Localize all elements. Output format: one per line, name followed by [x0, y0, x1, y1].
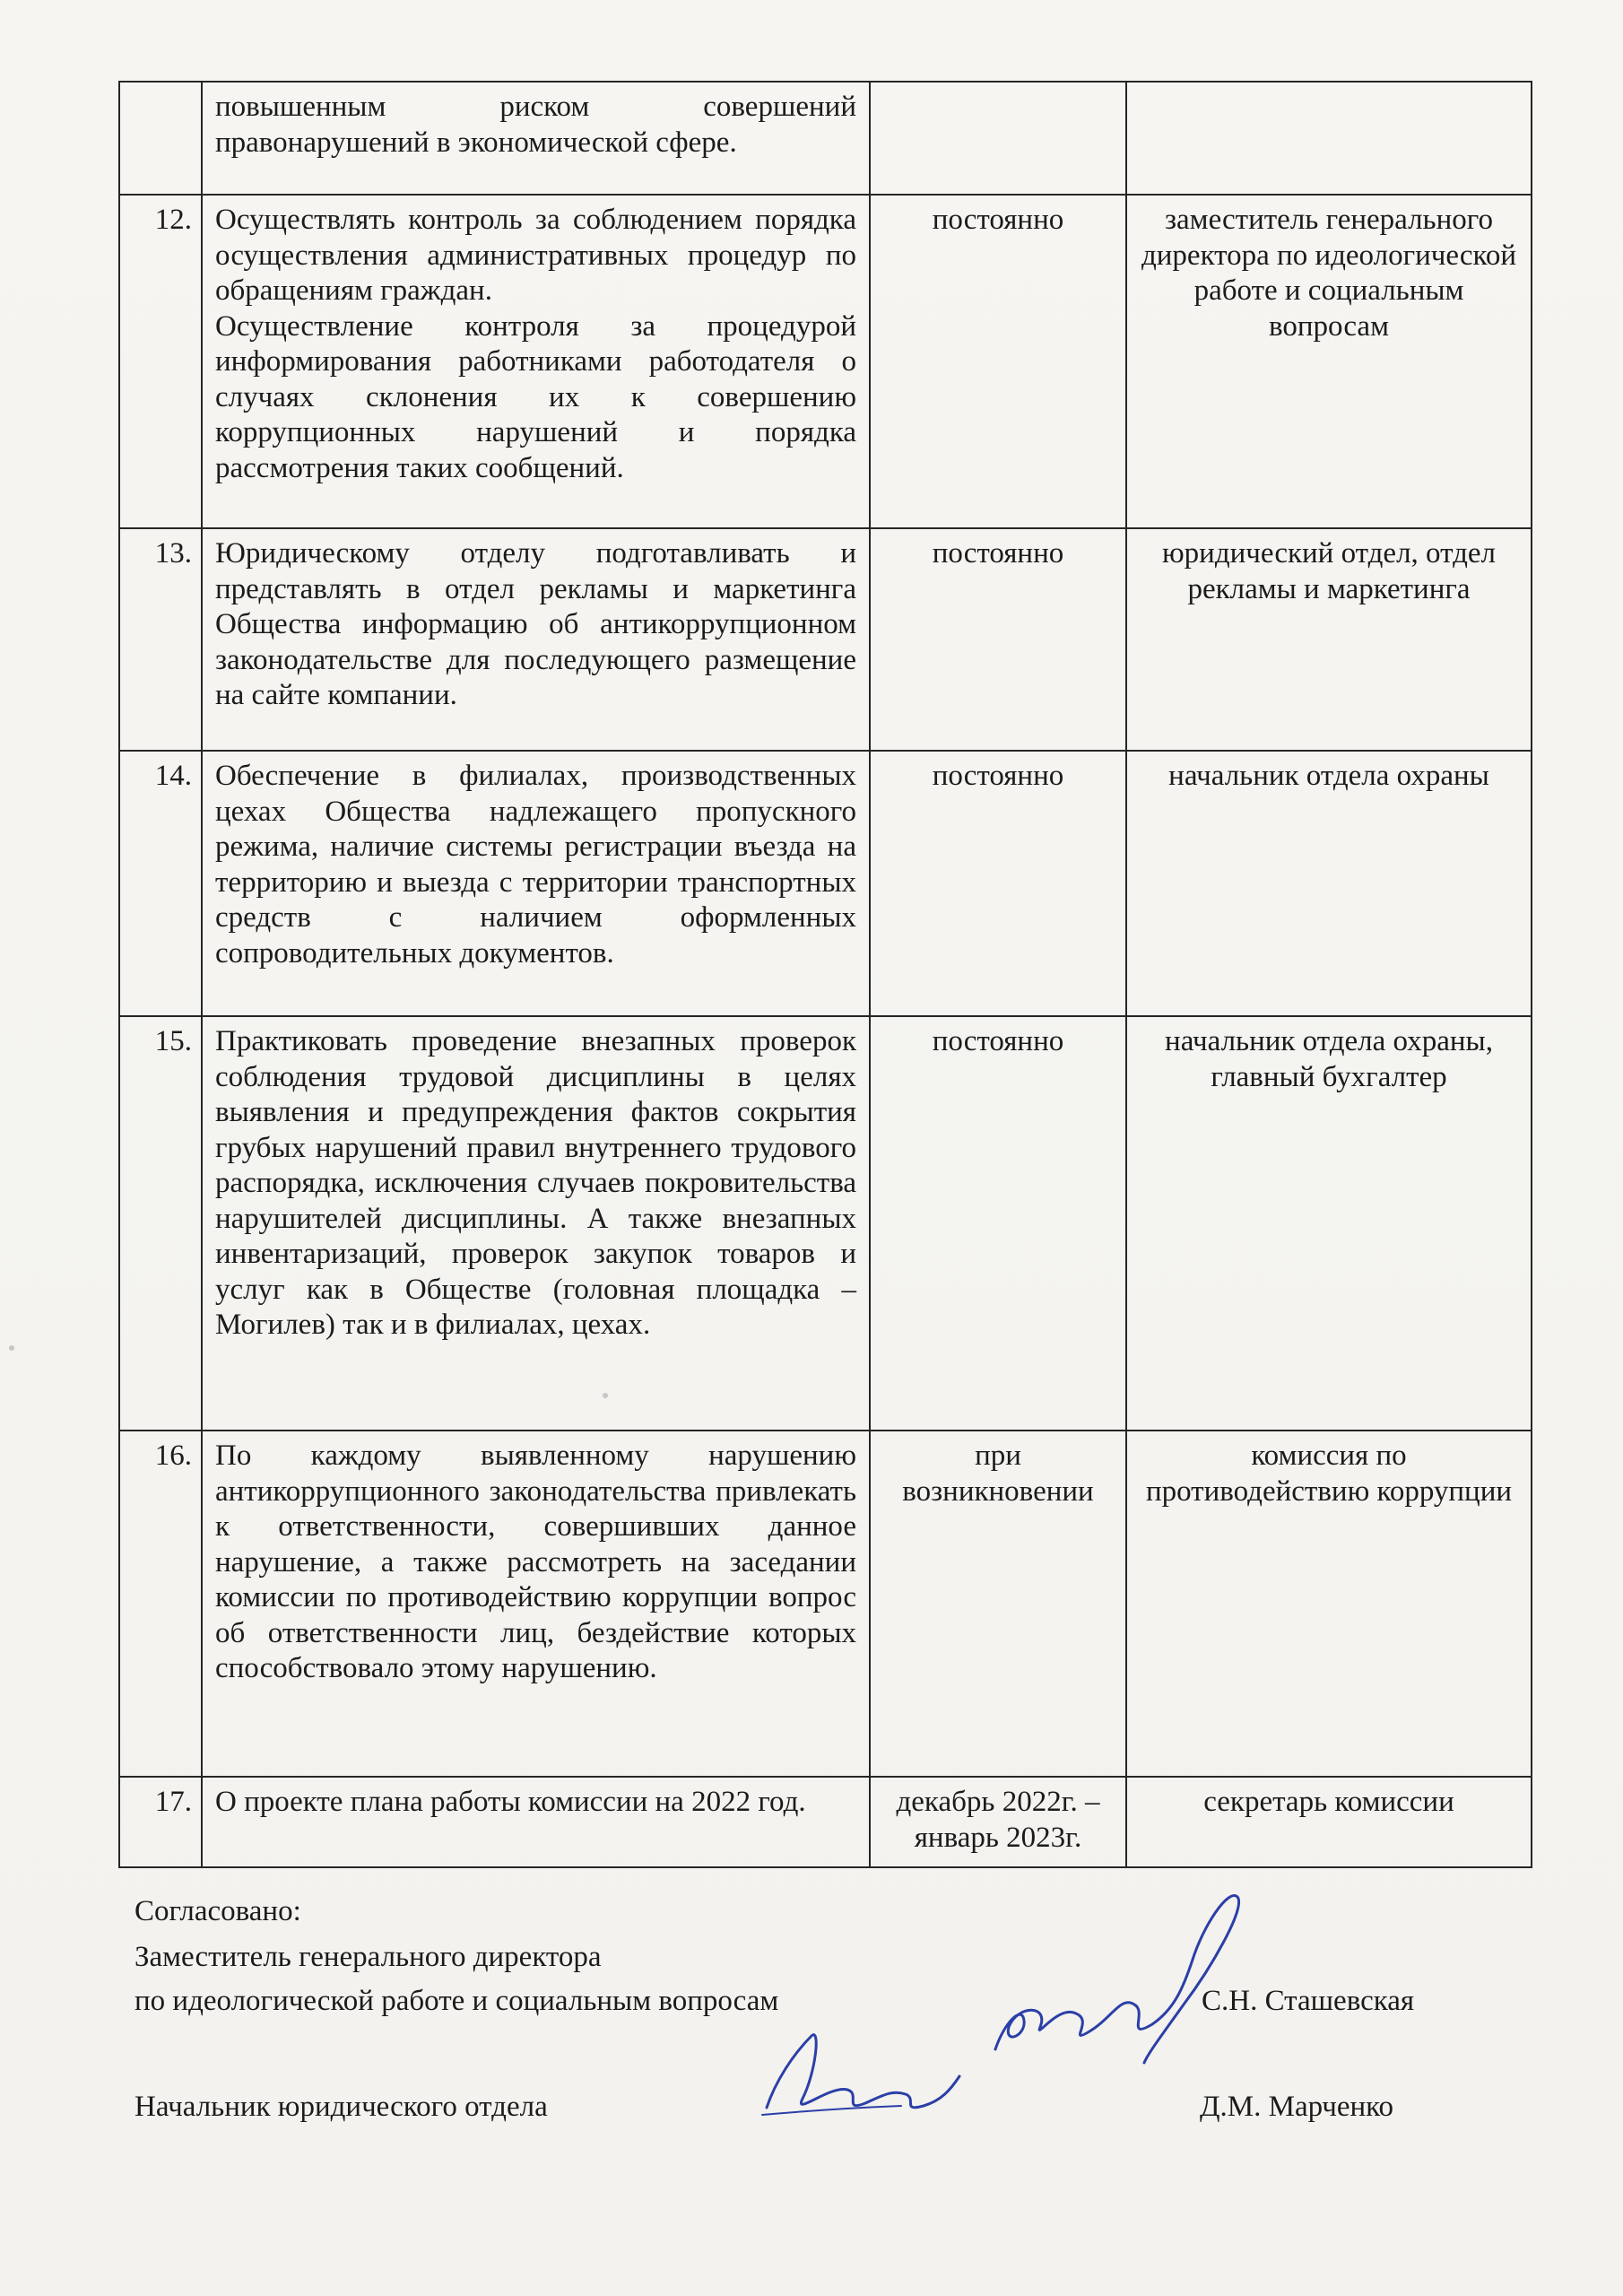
measure-paragraph: Практиковать проведение внезапных проверок соблюдения трудовой дисциплины в целях выявления и предупреждения фактов сокрытия грубых нарушений правил внутреннего трудового распорядка, исключения случаев покровительства нарушителей дисциплины. А также внезапных инвентаризаций, проверок закупок товаров и услуг как в Обществе (головная площадка – Могилев) так и в филиалах, цехах.: [215, 1025, 856, 1341]
measure-paragraph: Осуществлять контроль за соблюдением порядка осуществления административных процедур по обращениям граждан.: [215, 204, 856, 307]
responsible: начальник отдела охраны: [1126, 751, 1532, 1016]
measure-text: [202, 1777, 870, 1867]
signature-marchenko: [749, 2000, 982, 2135]
deadline: постоянно: [870, 195, 1126, 528]
row-number: 17.: [119, 1777, 202, 1867]
approval-name: С.Н. Сташевская: [1202, 1985, 1415, 2017]
measure-paragraph: По каждому выявленному нарушению антикоррупционного законодательства привлекать к ответственности, совершивших данное нарушение, а также рассмотреть на заседании комиссии по противодействию коррупции вопрос об ответственности лиц, бездействие которых способствовало этому нарушению.: [215, 1439, 856, 1684]
responsible: комиссия по противодействию коррупции: [1126, 1431, 1532, 1777]
table-row: [119, 751, 1532, 1016]
responsible: юридический отдел, отдел рекламы и маркетинга: [1126, 528, 1532, 751]
scan-speck: [603, 1393, 608, 1398]
responsible: секретарь комиссии: [1126, 1777, 1532, 1867]
plan-table: [118, 81, 1532, 1868]
approval-label: Согласовано:: [135, 1895, 301, 1927]
row-number: 13.: [119, 528, 202, 751]
approval-position-line1: Заместитель генерального директора: [135, 1941, 602, 1973]
measure-text: [202, 528, 870, 751]
legal-name: Д.М. Марченко: [1200, 2091, 1394, 2123]
table-row: [119, 528, 1532, 751]
deadline: постоянно: [870, 751, 1126, 1016]
measure-paragraph: повышенным риском совершений правонарушений в экономической сфере.: [215, 91, 856, 159]
measure-text: [202, 751, 870, 1016]
deadline: постоянно: [870, 528, 1126, 751]
measure-text: [202, 1431, 870, 1777]
measure-paragraph: Осуществление контроля за процедурой информирования работниками работодателя о случаях склонения их к совершению коррупционных нарушений и порядка рассмотрения таких сообщений.: [215, 309, 856, 484]
responsible: начальник отдела охраны, главный бухгалтер: [1126, 1016, 1532, 1431]
measure-paragraph: Юридическому отделу подготавливать и представлять в отдел рекламы и маркетинга Общества информацию об антикоррупционном законодательстве для последующего размещение на сайте компании.: [215, 537, 856, 711]
table-row: [119, 1777, 1532, 1867]
deadline: постоянно: [870, 1016, 1126, 1431]
scan-speck: [9, 1345, 14, 1351]
row-number: 14.: [119, 751, 202, 1016]
deadline: при возникновении: [870, 1431, 1126, 1777]
row-number: 12.: [119, 195, 202, 528]
signature-stashevskaya: [968, 1870, 1273, 2076]
table-row: [119, 82, 1532, 195]
table-row: [119, 195, 1532, 528]
responsible: [1126, 82, 1532, 195]
measure-text: [202, 82, 870, 195]
legal-position: Начальник юридического отдела: [135, 2091, 548, 2123]
measure-text: [202, 195, 870, 528]
measure-paragraph: О проекте плана работы комиссии на 2022 год.: [215, 1786, 806, 1818]
responsible: заместитель генерального директора по идеологической работе и социальным вопросам: [1126, 195, 1532, 528]
row-number: 15.: [119, 1016, 202, 1431]
approval-position-line2: по идеологической работе и социальным вопросам: [135, 1985, 779, 2017]
measure-paragraph: Обеспечение в филиалах, производственных цехах Общества надлежащего пропускного режима, наличие системы регистрации въезда на территорию и выезда с территории транспортных средств с наличием оформленных сопроводительных документов.: [215, 760, 856, 970]
table-row: [119, 1016, 1532, 1431]
row-number: [119, 82, 202, 195]
deadline: декабрь 2022г. – январь 2023г.: [870, 1777, 1126, 1867]
deadline: [870, 82, 1126, 195]
table-row: [119, 1431, 1532, 1777]
row-number: 16.: [119, 1431, 202, 1777]
measure-text: [202, 1016, 870, 1431]
